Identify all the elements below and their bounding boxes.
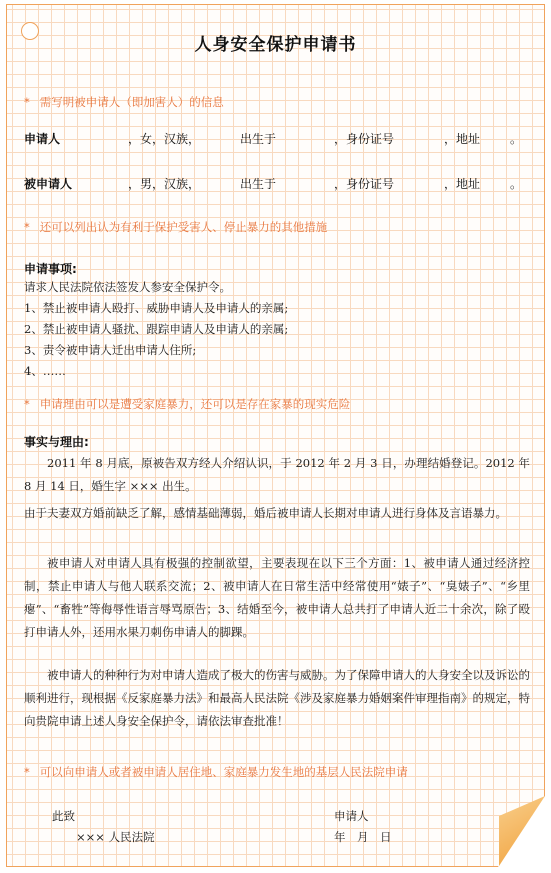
date-label: 年 月 日 [334,830,392,844]
facts-paragraph: 由于夫妻双方婚前缺乏了解，感情基础薄弱，婚后被申请人长期对申请人进行身体及言语暴力。 [24,506,507,520]
facts-paragraph: 被申请人的种种行为对申请人造成了极大的伤害与威胁。为了保障申请人的人身安全以及诉讼的顺利进行，现根据《反家庭暴力法》和最高人民法院《涉及家庭暴力婚姻案件审理指南》的规定，特向贵院申请上述人身安全保护令，请依法审查批准！ [24,668,530,728]
matters-line: 2、禁止被申请人骚扰、跟踪申请人及申请人的亲属; [24,322,289,336]
matters-heading: 申请事项: [24,262,77,276]
respondent-label: 被申请人 [24,177,73,191]
note-respondent-info: * 需写明被申请人（即加害人）的信息 [24,95,224,109]
note-other-measures: * 还可以列出认为有利于保护受害人、停止暴力的其他措施 [24,220,328,234]
note-reasons: * 申请理由可以是遭受家庭暴力，还可以是存在家暴的现实危险 [24,397,351,411]
salutation: 此致 [52,809,75,823]
matters-line: 4、…… [24,364,66,378]
applicant-label: 申请人 [24,132,61,146]
facts-paragraph: 2011 年 8 月底，原被告双方经人介绍认识，于 2012 年 2 月 3 日，办理结婚登记。2012 年 8 月 14 日，婚生字 ××× 出生。 [24,456,530,493]
note-court-jurisdiction: * 可以向申请人或者被申请人居住地、家庭暴力发生地的基层人民法院申请 [24,765,408,779]
signer-label: 申请人 [334,809,369,823]
matters-line: 3、责令被申请人迁出申请人住所; [24,343,197,357]
court-name: ××× 人民法院 [76,830,155,844]
matters-line: 请求人民法院依法签发人参安全保护令。 [24,280,231,294]
matters-line: 1、禁止被申请人殴打、威胁申请人及申请人的亲属; [24,301,289,315]
page-title: 人身安全保护申请书 [194,35,357,55]
facts-heading: 事实与理由: [24,435,89,449]
facts-paragraph: 被申请人对申请人具有极强的控制欲望，主要表现在以下三个方面：1、被申请人通过经济控制，禁止申请人与他人联系交流；2、被申请人在日常生活中经常使用“婊子”、“臭婊子”、“乡里瘪”、“畜牲”等侮辱性语言辱骂原告；3、结婚至今，被申请人总共打了申请人近二十余次，除了殴打申请人外，还用水果刀刺伤申请人的脚踝。 [24,556,530,639]
